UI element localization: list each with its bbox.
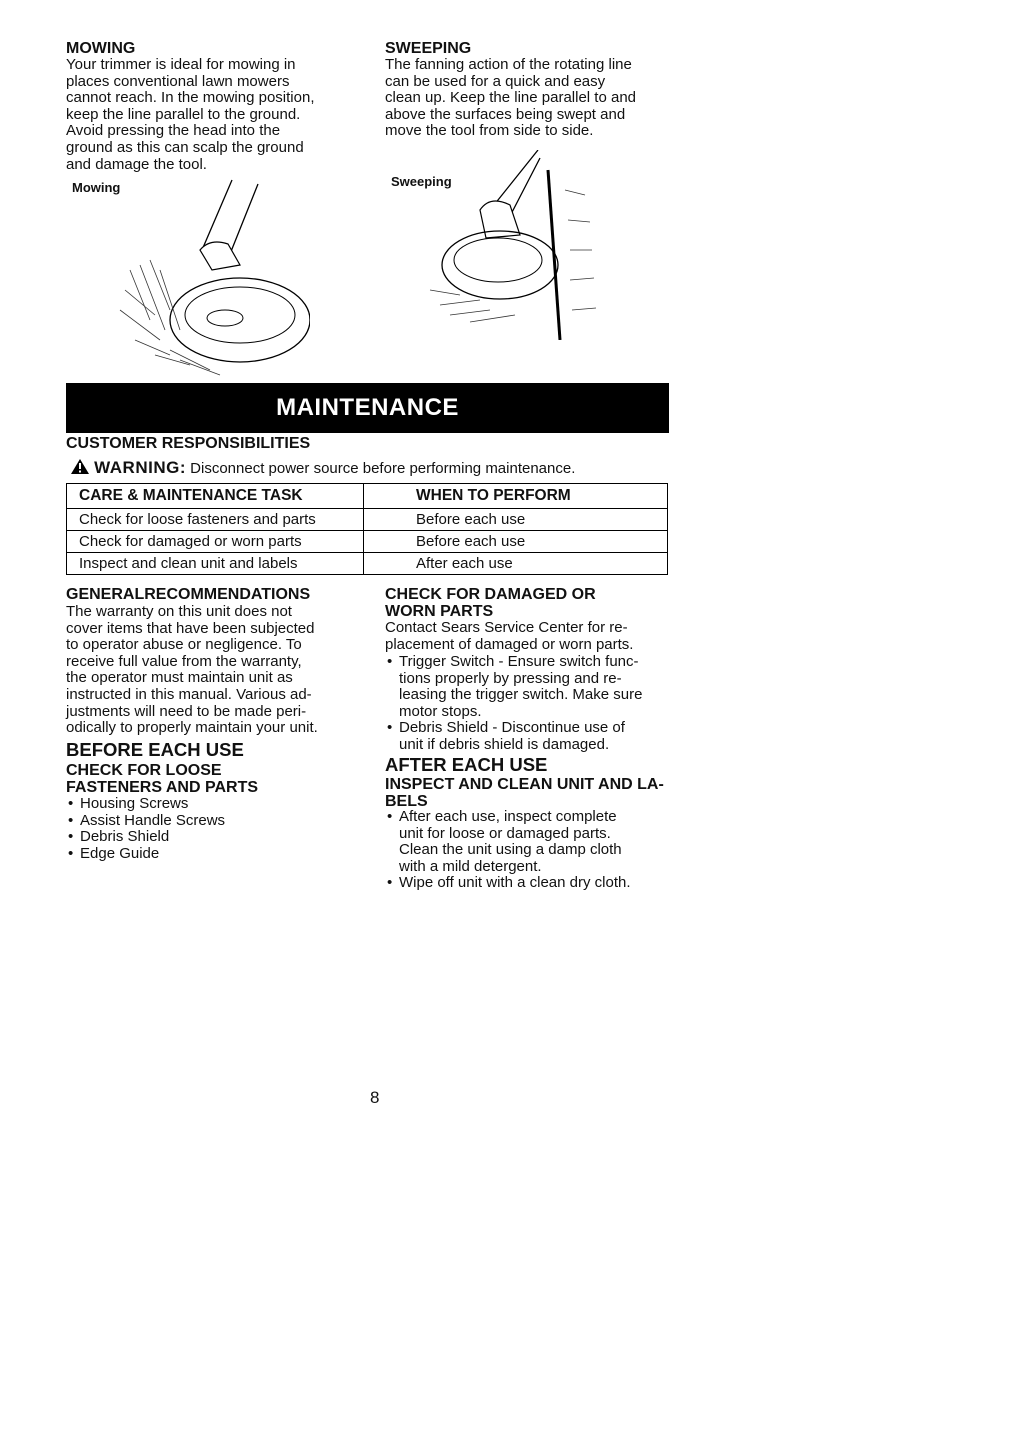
- list-item: • Debris Shield: [66, 829, 366, 846]
- list-item: • Wipe off unit with a clean dry cloth.: [385, 875, 685, 892]
- sweeping-figure-caption: Sweeping: [391, 174, 452, 189]
- table-cell: Check for loose fasteners and parts: [67, 509, 364, 531]
- maintenance-table: [66, 483, 668, 575]
- list-item: • Debris Shield - Discontinue use of unit if debris shield is damaged.: [385, 720, 685, 753]
- sweeping-illustration: [420, 150, 600, 340]
- list-item: • Edge Guide: [66, 846, 366, 863]
- before-each-use-heading: BEFORE EACH USE: [66, 739, 244, 760]
- list-item: • After each use, inspect complete unit for loose or damaged parts. Clean the unit using a damp cloth with a mild detergent.: [385, 809, 685, 875]
- table-cell: After each use: [364, 553, 668, 575]
- sweeping-heading: SWEEPING: [385, 40, 472, 57]
- table-row: [67, 509, 668, 531]
- mowing-illustration: [110, 170, 310, 385]
- check-damaged-heading: CHECK FOR DAMAGED OR WORN PARTS: [385, 586, 596, 620]
- sweeping-text: The fanning action of the rotating line can be used for a quick and easy clean up. Keep the line parallel to and above the surfaces being swept and move the tool from side to side.: [385, 56, 637, 140]
- check-loose-heading: CHECK FOR LOOSE FASTENERS AND PARTS: [66, 762, 259, 796]
- table-cell: Before each use: [364, 509, 668, 531]
- table-header-row: [67, 484, 668, 509]
- warning-text: Disconnect power source before performing maintenance.: [190, 460, 576, 477]
- check-loose-list: [66, 796, 366, 862]
- mowing-text: Your trimmer is ideal for mowing in places conventional lawn mowers cannot reach. In the mowing position, keep the line parallel to the ground. Avoid pressing the head into the ground as this can scalp the ground and damage the tool.: [66, 56, 315, 173]
- list-item: • Trigger Switch - Ensure switch func- tions properly by pressing and re- leasing the trigger switch. Make sure motor stops.: [385, 654, 685, 720]
- warning-triangle-icon: [70, 458, 90, 475]
- list-item: • Assist Handle Screws: [66, 813, 366, 830]
- warning-line: [70, 458, 575, 478]
- table-header-task: CARE & MAINTENANCE TASK: [67, 484, 364, 509]
- table-row: [67, 531, 668, 553]
- inspect-clean-list: [385, 809, 685, 892]
- page-number: 8: [370, 1088, 380, 1107]
- list-item: • Housing Screws: [66, 796, 366, 813]
- table-header-when: WHEN TO PERFORM: [364, 484, 668, 509]
- table-row: [67, 553, 668, 575]
- after-each-use-heading: AFTER EACH USE: [385, 754, 548, 775]
- general-recommendations-heading: GENERALRECOMMENDATIONS: [66, 586, 311, 603]
- mowing-figure-caption: Mowing: [72, 180, 121, 195]
- mowing-heading: MOWING: [66, 40, 136, 57]
- inspect-clean-heading: INSPECT AND CLEAN UNIT AND LA- BELS: [385, 776, 664, 810]
- table-cell: Inspect and clean unit and labels: [67, 553, 364, 575]
- check-damaged-list: [385, 654, 685, 754]
- customer-responsibilities-heading: CUSTOMER RESPONSIBILITIES: [66, 435, 311, 452]
- check-damaged-intro: Contact Sears Service Center for re- placement of damaged or worn parts.: [385, 619, 634, 653]
- general-recommendations-text: The warranty on this unit does not cover items that have been subjected to operator abuse or negligence. To receive full value from the warranty, the operator must maintain unit as instructed in this manual. Various ad- justments will need to be made peri- odically to properly maintain your unit.: [66, 603, 318, 737]
- table-cell: Check for damaged or worn parts: [67, 531, 364, 553]
- table-cell: Before each use: [364, 531, 668, 553]
- maintenance-banner: MAINTENANCE: [66, 383, 669, 433]
- warning-label: WARNING:: [94, 458, 186, 477]
